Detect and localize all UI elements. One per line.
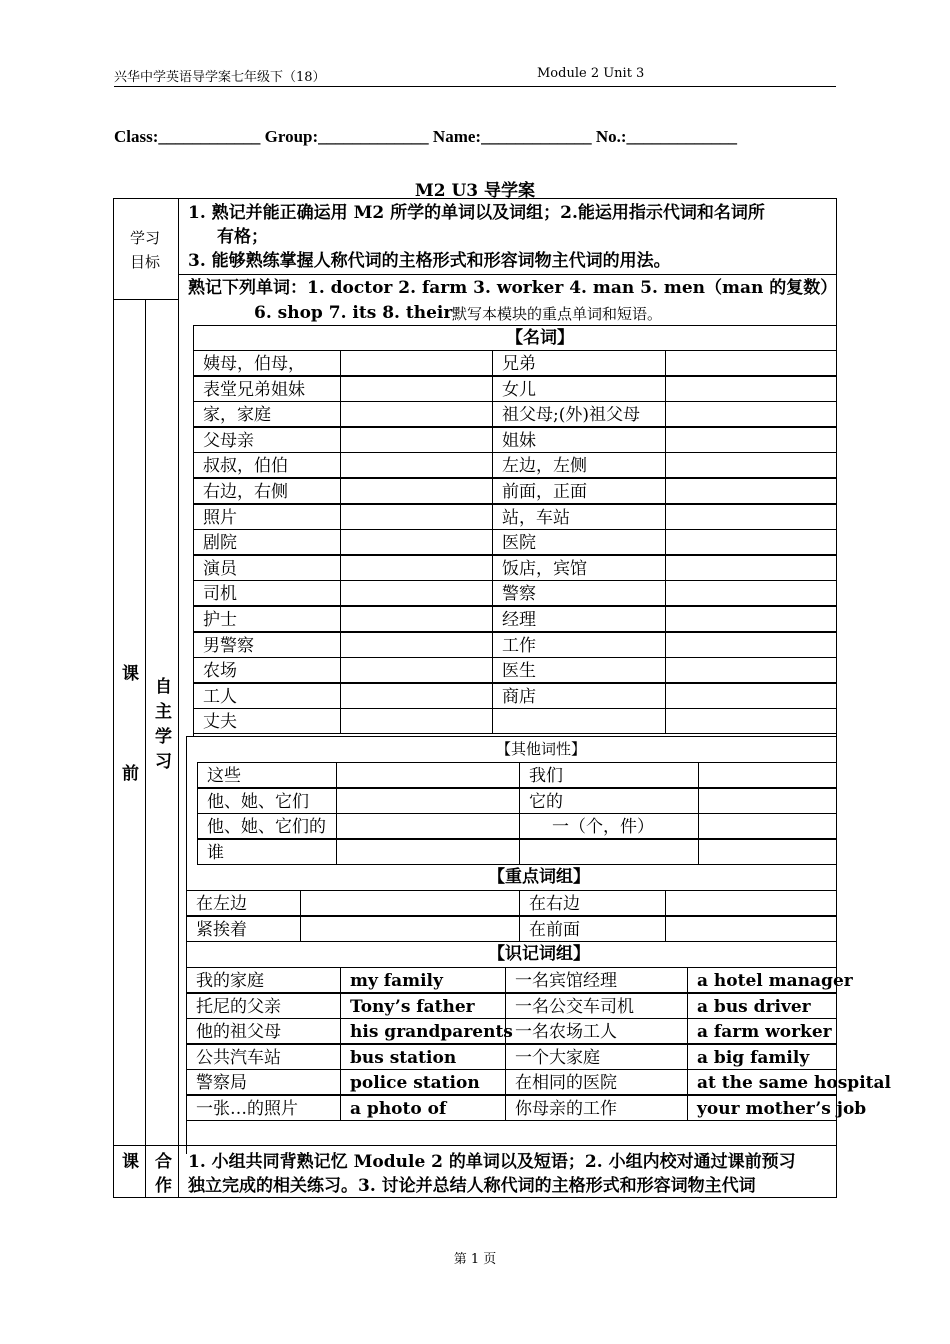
page-header: [114, 66, 836, 87]
table-cell[interactable]: [340, 376, 493, 402]
table-cell: 演员: [193, 555, 341, 581]
pre-label-b: 前: [122, 764, 139, 784]
table-cell: a photo of: [340, 1095, 506, 1121]
table-cell: 在左边: [186, 890, 301, 916]
table-cell: 兄弟: [492, 350, 666, 376]
table-cell[interactable]: [340, 350, 493, 376]
coop-label-b: 作: [155, 1176, 172, 1196]
table-cell: 姨母，伯母，: [193, 350, 341, 376]
table-cell[interactable]: [698, 762, 837, 788]
table-cell[interactable]: [665, 708, 837, 734]
table-cell: 警察: [492, 580, 666, 606]
header-right: Module 2 Unit 3: [537, 66, 645, 81]
memo-title: 【识记词组】: [488, 944, 590, 964]
table-cell: 一个大家庭: [505, 1044, 688, 1070]
self-study-4: 习: [155, 752, 172, 772]
table-cell: 我们: [519, 762, 699, 788]
class-line-2: 独立完成的相关练习。3. 讨论并总结人称代词的主格形式和形容词物主代词: [188, 1176, 756, 1196]
table-cell: 表堂兄弟姐妹: [193, 376, 341, 402]
table-cell: 父母亲: [193, 427, 341, 453]
nouns-title: 【名词】: [506, 328, 574, 348]
table-cell: 医生: [492, 657, 666, 683]
class-label: 课: [122, 1152, 139, 1172]
table-cell[interactable]: [340, 504, 493, 530]
table-cell: 站，车站: [492, 504, 666, 530]
goals-line-3: 3. 能够熟练掌握人称代词的主格形式和形容词物主代词的用法。: [188, 251, 671, 271]
self-study-2: 主: [155, 702, 172, 722]
table-cell: 公共汽车站: [186, 1044, 341, 1070]
table-cell: a farm worker: [687, 1018, 837, 1044]
table-cell: 谁: [197, 839, 337, 865]
goals-line-1: 1. 熟记并能正确运用 M2 所学的单词以及词组；2.能运用指示代词和名词所: [188, 203, 765, 223]
table-cell[interactable]: [336, 762, 520, 788]
table-cell: 前面，正面: [492, 478, 666, 504]
table-cell: 工人: [193, 683, 341, 709]
table-cell[interactable]: [698, 839, 837, 865]
table-cell: 右边，右侧: [193, 478, 341, 504]
goals-label-2: 目标: [130, 253, 161, 271]
table-cell: 男警察: [193, 632, 341, 658]
doc-title: M2 U3 导学案: [414, 181, 536, 201]
table-cell: 一（个，件）: [519, 813, 699, 839]
goals-label-1: 学习: [130, 229, 161, 247]
table-cell[interactable]: [340, 529, 493, 555]
info-line: Class:____________ Group:_____________ Name:_____________ No.:_____________: [114, 127, 738, 146]
table-cell: 祖父母;(外)祖父母: [492, 401, 666, 427]
table-cell: 在前面: [519, 916, 666, 942]
table-cell: 司机: [193, 580, 341, 606]
table-cell: police station: [340, 1069, 506, 1095]
table-cell[interactable]: [665, 350, 837, 376]
self-study-1: 自: [155, 677, 172, 697]
table-cell: 女儿: [492, 376, 666, 402]
table-cell: 他、她、它们的: [197, 813, 337, 839]
table-cell[interactable]: [665, 916, 837, 942]
table-cell[interactable]: [340, 478, 493, 504]
table-cell: 我的家庭: [186, 967, 341, 993]
table-cell: 一名宾馆经理: [505, 967, 688, 993]
table-cell[interactable]: [340, 606, 493, 632]
table-cell: 商店: [492, 683, 666, 709]
table-cell: 左边，左侧: [492, 452, 666, 478]
recite-line-1: 熟记下列单词：1. doctor 2. farm 3. worker 4. man 5. men（man 的复数）: [188, 278, 838, 298]
table-cell[interactable]: [698, 813, 837, 839]
table-cell[interactable]: [336, 813, 520, 839]
table-cell[interactable]: [336, 839, 520, 865]
table-cell[interactable]: [665, 401, 837, 427]
table-cell: 托尼的父亲: [186, 993, 341, 1019]
table-cell: bus station: [340, 1044, 506, 1070]
table-cell[interactable]: [665, 632, 837, 658]
table-cell: 一名农场工人: [505, 1018, 688, 1044]
class-line-1: 1. 小组共同背熟记忆 Module 2 的单词以及短语；2. 小组内校对通过课前预习: [188, 1152, 796, 1172]
table-cell: 这些: [197, 762, 337, 788]
table-cell[interactable]: [665, 555, 837, 581]
table-cell: 在右边: [519, 890, 666, 916]
table-cell: a big family: [687, 1044, 837, 1070]
table-cell: your mother’s job: [687, 1095, 837, 1121]
table-cell[interactable]: [665, 890, 837, 916]
pre-label-a: 课: [122, 664, 139, 684]
goals-line-2: 有格；: [217, 227, 268, 247]
table-cell: my family: [340, 967, 506, 993]
table-cell: a hotel manager: [687, 967, 837, 993]
table-cell: 紧挨着: [186, 916, 301, 942]
other-title: 【其他词性】: [496, 740, 587, 758]
table-cell: at the same hospital: [687, 1069, 837, 1095]
table-cell[interactable]: [698, 788, 837, 814]
table-cell[interactable]: [340, 708, 493, 734]
header-left: 兴华中学英语导学案七年级下（18）: [114, 70, 326, 85]
table-cell: 农场: [193, 657, 341, 683]
table-cell: 经理: [492, 606, 666, 632]
table-cell: 他、她、它们: [197, 788, 337, 814]
table-cell[interactable]: [665, 683, 837, 709]
table-cell[interactable]: [340, 632, 493, 658]
table-cell[interactable]: [340, 683, 493, 709]
table-cell[interactable]: [340, 580, 493, 606]
table-cell[interactable]: [665, 504, 837, 530]
table-cell[interactable]: [665, 452, 837, 478]
table-cell[interactable]: [340, 657, 493, 683]
table-cell: 你母亲的工作: [505, 1095, 688, 1121]
table-cell: [492, 708, 666, 734]
table-cell[interactable]: [300, 916, 520, 942]
key-title: 【重点词组】: [488, 867, 590, 887]
table-cell: 饭店，宾馆: [492, 555, 666, 581]
table-cell: Tony’s father: [340, 993, 506, 1019]
table-cell[interactable]: [665, 427, 837, 453]
recite-line-2a: 6. shop 7. its 8. their: [254, 303, 453, 323]
table-cell: 照片: [193, 504, 341, 530]
table-cell[interactable]: [665, 376, 837, 402]
table-cell[interactable]: [340, 555, 493, 581]
table-cell[interactable]: [340, 401, 493, 427]
table-cell: 警察局: [186, 1069, 341, 1095]
table-cell: 它的: [519, 788, 699, 814]
recite-line-2b: 默写本模块的重点单词和短语。: [452, 305, 663, 323]
table-cell: 护士: [193, 606, 341, 632]
table-cell[interactable]: [665, 657, 837, 683]
table-cell[interactable]: [665, 580, 837, 606]
table-cell: 家，家庭: [193, 401, 341, 427]
table-cell: 他的祖父母: [186, 1018, 341, 1044]
table-cell: 一张…的照片: [186, 1095, 341, 1121]
page-footer: 第 1 页: [453, 1252, 497, 1267]
table-cell: 医院: [492, 529, 666, 555]
table-cell: a bus driver: [687, 993, 837, 1019]
table-cell[interactable]: [336, 788, 520, 814]
table-cell: 一名公交车司机: [505, 993, 688, 1019]
self-study-3: 学: [155, 727, 172, 747]
table-cell: 姐妹: [492, 427, 666, 453]
table-cell: 工作: [492, 632, 666, 658]
table-cell[interactable]: [340, 452, 493, 478]
table-cell: 剧院: [193, 529, 341, 555]
table-cell: 叔叔，伯伯: [193, 452, 341, 478]
table-cell: his grandparents: [340, 1018, 506, 1044]
table-cell[interactable]: [300, 890, 520, 916]
table-cell: 丈夫: [193, 708, 341, 734]
table-cell: [519, 839, 699, 865]
table-cell[interactable]: [665, 478, 837, 504]
table-cell[interactable]: [665, 606, 837, 632]
coop-label-a: 合: [155, 1152, 172, 1172]
table-cell[interactable]: [340, 427, 493, 453]
table-cell: 在相同的医院: [505, 1069, 688, 1095]
table-cell[interactable]: [665, 529, 837, 555]
